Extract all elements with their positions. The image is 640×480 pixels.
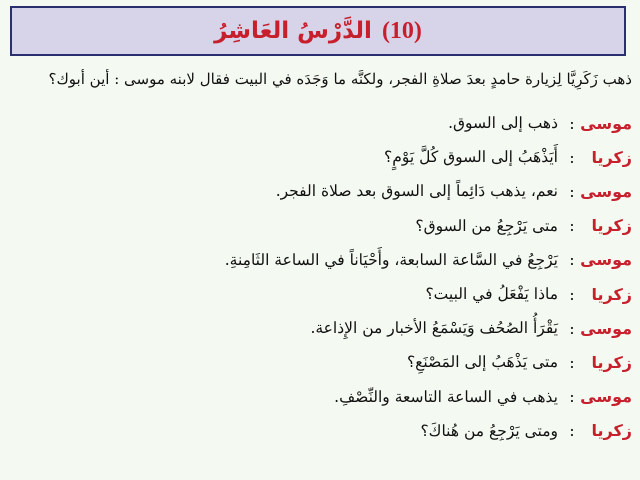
dialogue-line: ذهب إلى السوق.: [448, 114, 558, 133]
speaker-name: زكريا: [591, 216, 632, 236]
speaker-name: موسى: [580, 113, 632, 133]
intro-paragraph: ذهب زَكَرِيَّا لِزيارة حامدٍ بعدَ صلاةِ الفجر، ولكنَّه ما وَجَدَه في البيت فقال لابنه موسى : أين أبوك؟: [48, 70, 632, 88]
dialogue-row: [0, 106, 640, 140]
dialogue-row: [0, 209, 640, 243]
dialogue-list: [0, 106, 640, 448]
dialogue-row: [0, 174, 640, 208]
colon-separator: :: [569, 147, 575, 167]
speaker-name: زكريا: [591, 147, 632, 167]
colon-separator: :: [569, 352, 575, 372]
colon-separator: :: [569, 284, 575, 304]
dialogue-line: ماذا يَفْعَلُ في البيت؟: [425, 285, 558, 304]
dialogue-row: [0, 414, 640, 448]
colon-separator: :: [569, 113, 575, 133]
speaker-name: زكريا: [591, 284, 632, 304]
dialogue-line: يَرْجِعُ في السَّاعة السابعة، وأَحْيَاناً في الساعة الثَامِنةِ.: [224, 250, 558, 269]
colon-separator: :: [569, 387, 575, 407]
speaker-name: زكريا: [591, 352, 632, 372]
colon-separator: :: [569, 318, 575, 338]
dialogue-line: ومتى يَرْجِعُ من هُناكَ؟: [420, 421, 558, 440]
speaker-name: موسى: [580, 250, 632, 270]
speaker-name: موسى: [580, 318, 632, 338]
dialogue-line: يذهب في الساعة التاسعة والنِّصْفِ.: [334, 387, 558, 406]
dialogue-line: أَيَذْهَبُ إلى السوق كُلَّ يَوْمٍ؟: [384, 148, 558, 167]
dialogue-row: [0, 140, 640, 174]
dialogue-line: نعم، يذهب دَائِماً إلى السوق بعد صلاة الفجر.: [275, 182, 558, 201]
colon-separator: :: [569, 181, 575, 201]
dialogue-line: يَقْرَأُ الصُحُف وَيَسْمَعُ الأخبار من الإِذاعة.: [310, 319, 558, 338]
dialogue-row: [0, 311, 640, 345]
lesson-title: الدَّرْسُ العَاشِرُ: [214, 18, 372, 44]
dialogue-row: [0, 277, 640, 311]
colon-separator: :: [569, 421, 575, 441]
dialogue-row: [0, 345, 640, 379]
speaker-name: موسى: [580, 387, 632, 407]
lesson-title-banner: [10, 6, 626, 56]
dialogue-row: [0, 380, 640, 414]
dialogue-row: [0, 243, 640, 277]
lesson-number: (10): [381, 17, 422, 44]
colon-separator: :: [569, 250, 575, 270]
dialogue-line: متى يَذْهَبُ إلى المَصْنَعِ؟: [406, 353, 558, 372]
speaker-name: موسى: [580, 181, 632, 201]
colon-separator: :: [569, 216, 575, 236]
dialogue-line: متى يَرْجِعُ من السوق؟: [415, 216, 558, 235]
speaker-name: زكريا: [591, 421, 632, 441]
